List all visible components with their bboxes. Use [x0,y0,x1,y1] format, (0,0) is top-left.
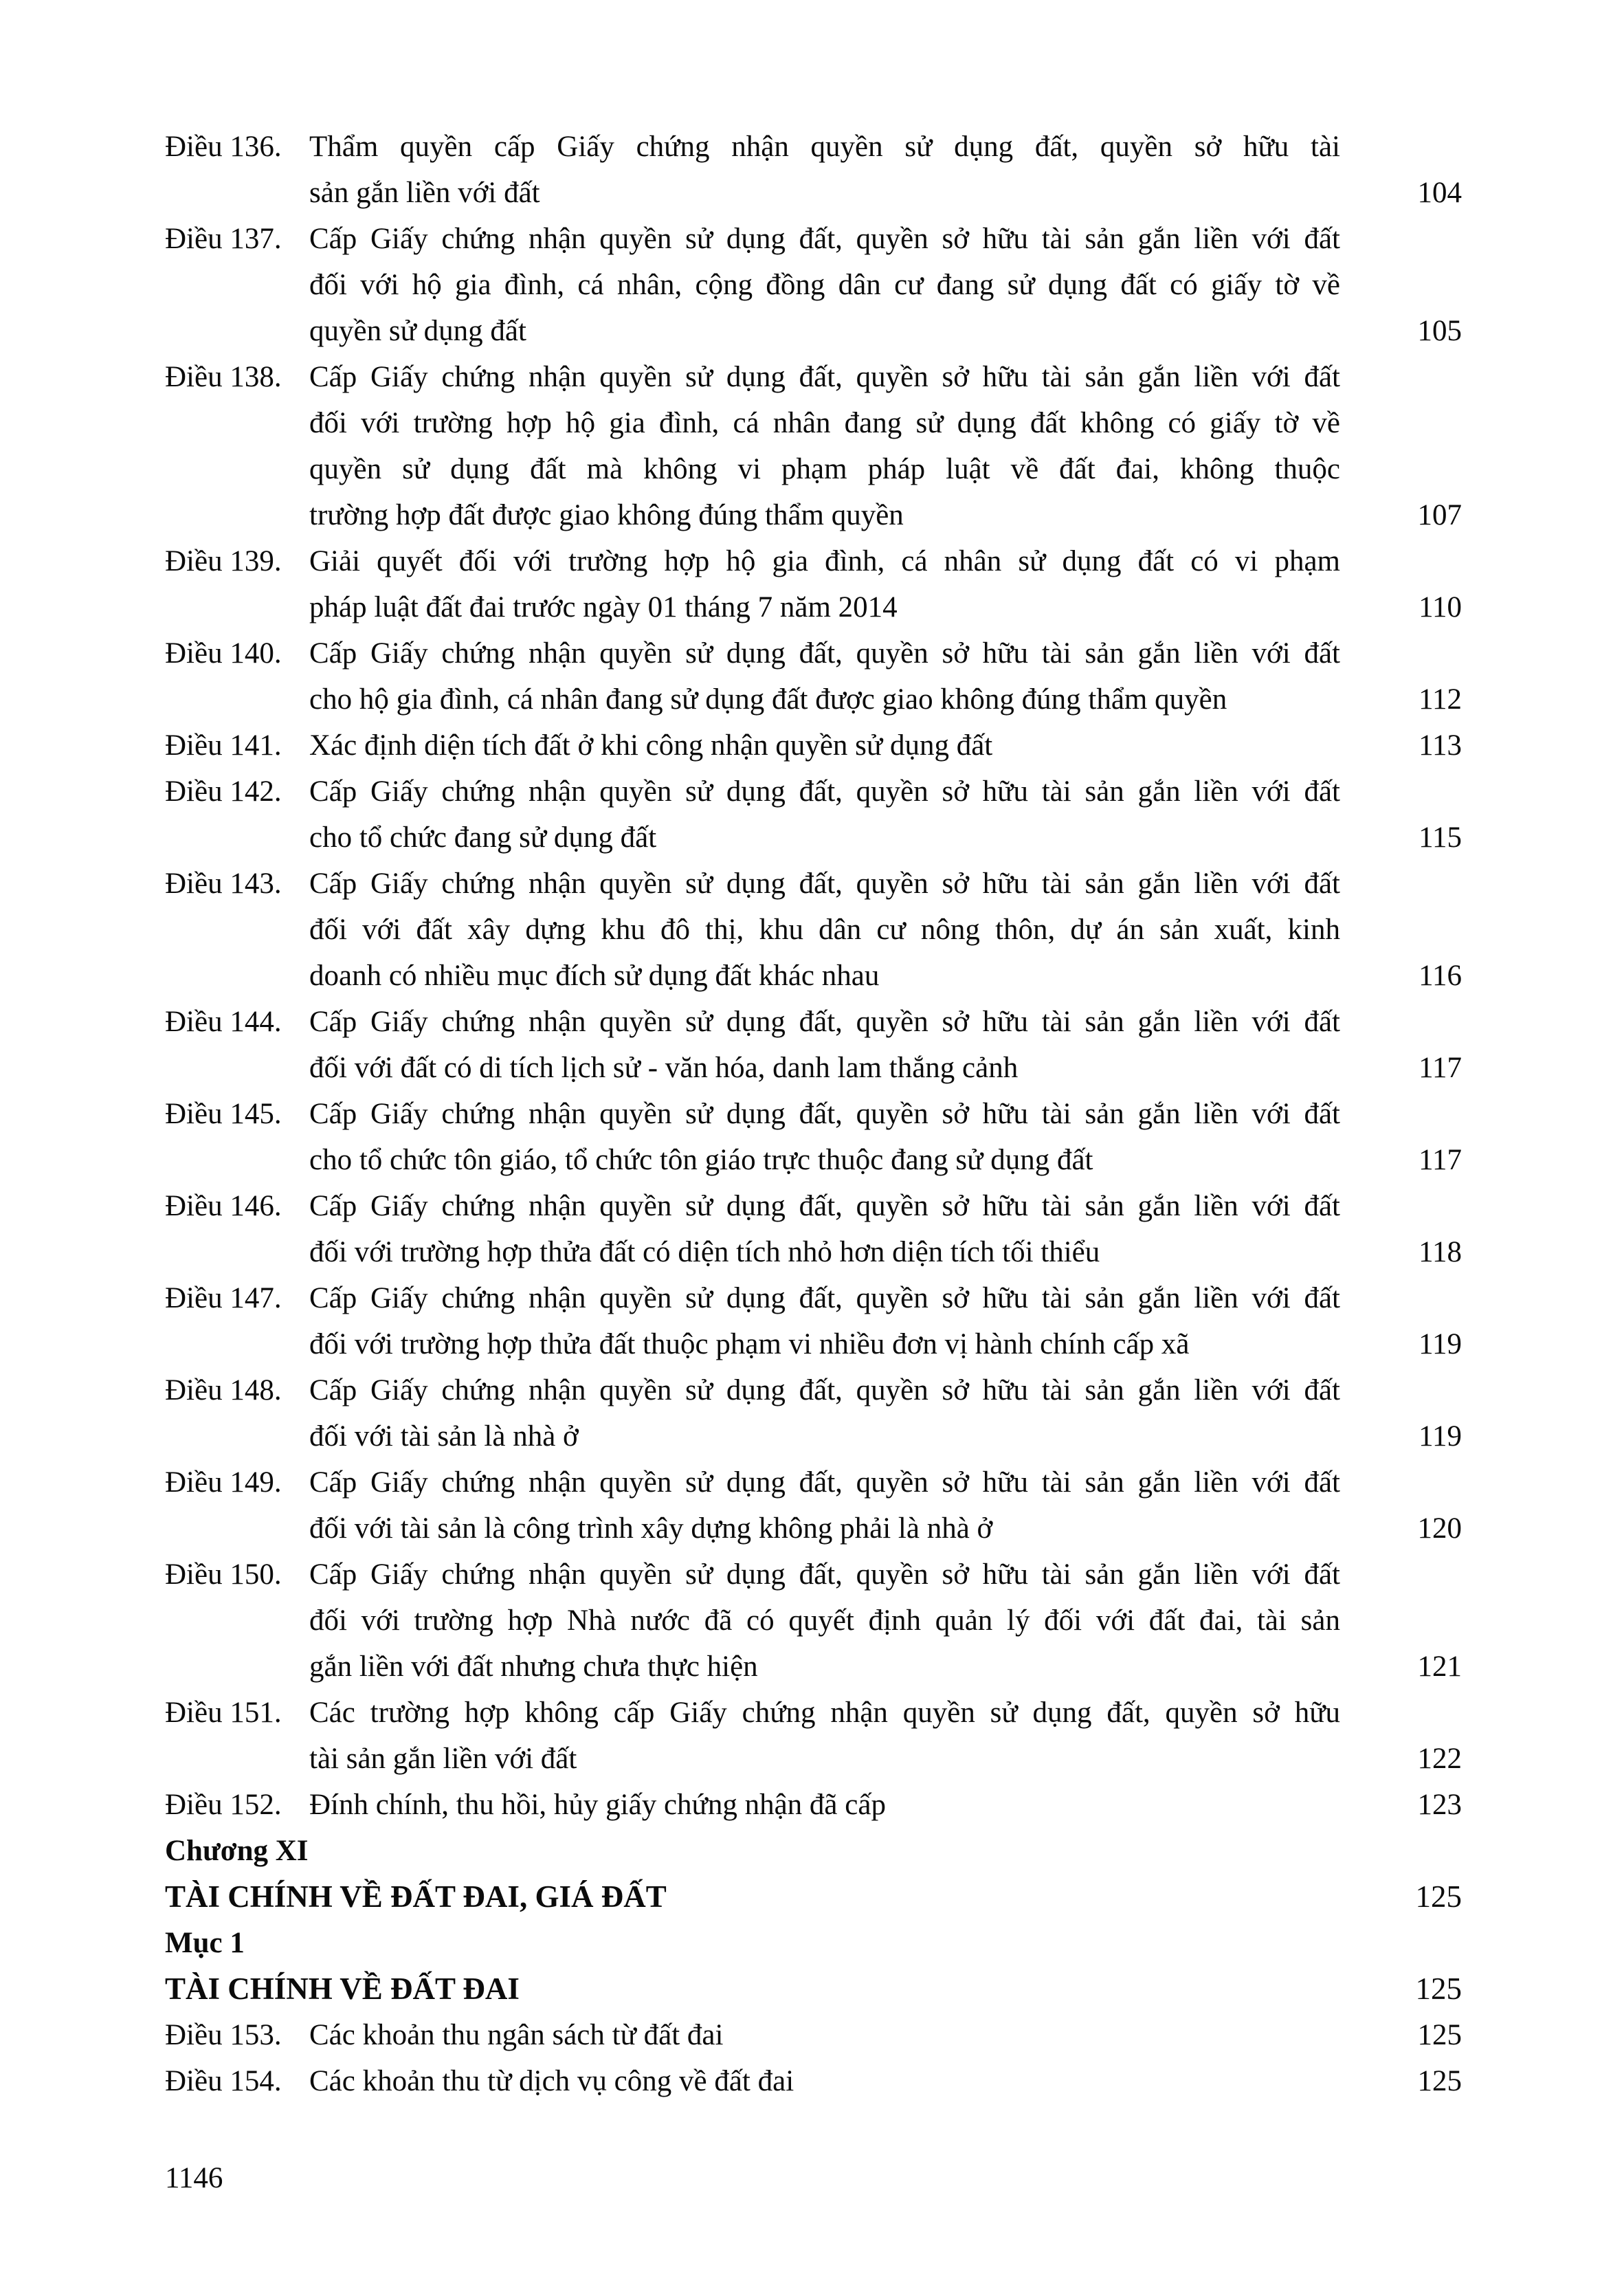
toc-entry-line: tài sản gắn liền với đất [309,1743,577,1775]
toc-entry-text [309,1552,1340,1690]
toc-entry-text [309,1367,1340,1459]
toc-entry-label: Điều 138. [165,361,282,393]
toc-entry-line: đối với trường hợp hộ gia đình, cá nhân đang sử dụng đất không có giấy tờ về [309,407,1340,439]
toc-entry-page-number: 125 [1415,1879,1462,1914]
toc-entry-line: Các khoản thu từ dịch vụ công về đất đai [309,2065,794,2097]
toc-entry-line: đối với đất xây dựng khu đô thị, khu dân cư nông thôn, dự án sản xuất, kinh [309,914,1340,946]
toc-entry-line: Các khoản thu ngân sách từ đất đai [309,2019,724,2051]
toc-entry-label: Điều 143. [165,868,282,900]
toc-entry [165,1459,1462,1552]
toc-entry-label: Điều 144. [165,1006,282,1038]
toc-entry-page-number: 117 [1419,1144,1462,1176]
toc-heading-text: Mục 1 [165,1927,245,1959]
toc-entry-page-number: 119 [1419,1328,1462,1360]
toc-entry-page-number: 113 [1419,729,1462,762]
toc-entry-page-number: 125 [1415,1972,1462,2006]
toc-entry-line: Cấp Giấy chứng nhận quyền sử dụng đất, quyền sở hữu tài sản gắn liền với đất [309,775,1340,808]
toc-entry-label: Điều 148. [165,1374,282,1406]
toc-entry-line: gắn liền với đất nhưng chưa thực hiện [309,1651,758,1683]
toc-entry [165,1367,1462,1459]
toc-entry-line: Cấp Giấy chứng nhận quyền sử dụng đất, quyền sở hữu tài sản gắn liền với đất [309,1190,1340,1222]
toc-entry-line: pháp luật đất đai trước ngày 01 tháng 7 năm 2014 [309,591,898,623]
toc-heading-text: TÀI CHÍNH VỀ ĐẤT ĐAI, GIÁ ĐẤT [165,1879,667,1914]
toc-entry-text [309,1091,1340,1183]
toc-entry-text [309,216,1340,354]
toc-entry [165,354,1462,538]
toc-entry-page-number: 110 [1419,591,1462,623]
toc-entry-line: Cấp Giấy chứng nhận quyền sử dụng đất, quyền sở hữu tài sản gắn liền với đất [309,223,1340,255]
toc-entry-line: đối với trường hợp thửa đất có diện tích nhỏ hơn diện tích tối thiểu [309,1236,1100,1268]
toc-entry-line: Cấp Giấy chứng nhận quyền sử dụng đất, quyền sở hữu tài sản gắn liền với đất [309,1558,1340,1591]
toc-entry-line: Cấp Giấy chứng nhận quyền sử dụng đất, quyền sở hữu tài sản gắn liền với đất [309,637,1340,670]
toc-entry [165,1091,1462,1183]
toc-entry-label: Điều 152. [165,1789,282,1821]
toc-entry-page-number: 123 [1417,1789,1462,1821]
toc-entry-line: Cấp Giấy chứng nhận quyền sử dụng đất, quyền sở hữu tài sản gắn liền với đất [309,1374,1340,1406]
toc-entry-line: đối với đất có di tích lịch sử - văn hóa, danh lam thắng cảnh [309,1052,1019,1084]
toc-entry [165,538,1462,630]
toc-heading-text: TÀI CHÍNH VỀ ĐẤT ĐAI [165,1972,520,2006]
toc-entry [165,722,1462,769]
toc-entry [165,769,1462,861]
toc-entry-label: Điều 136. [165,131,282,163]
toc-entry-page-number: 119 [1419,1420,1462,1453]
toc-entry-line: Xác định diện tích đất ở khi công nhận quyền sử dụng đất [309,729,993,762]
toc-entry [165,630,1462,722]
toc-entry-line: quyền sử dụng đất [309,315,526,347]
toc-entry-line: cho tổ chức tôn giáo, tổ chức tôn giáo trực thuộc đang sử dụng đất [309,1144,1093,1176]
toc-entry-page-number: 122 [1417,1743,1462,1775]
toc-entry [165,999,1462,1091]
toc-entry-label: Điều 137. [165,223,282,255]
toc-entry [165,1275,1462,1367]
toc-entry-line: quyền sử dụng đất mà không vi phạm pháp luật về đất đai, không thuộc [309,453,1340,485]
toc-section-title [165,1966,1462,2012]
toc-entry-line: đối với tài sản là nhà ở [309,1420,579,1453]
toc-entry-line: đối với tài sản là công trình xây dựng không phải là nhà ở [309,1512,993,1545]
toc-entry-page-number: 105 [1417,315,1462,347]
toc-entry-text [309,1275,1340,1367]
toc-entry-label: Điều 146. [165,1190,282,1222]
toc-entry [165,124,1462,216]
toc-entry-label: Điều 147. [165,1282,282,1314]
toc-entry-line: doanh có nhiều mục đích sử dụng đất khác nhau [309,960,880,992]
toc-entry-label: Điều 145. [165,1098,282,1130]
toc-entry-label: Điều 151. [165,1697,282,1729]
toc-chapter-title [165,1874,1462,1920]
toc-entry-line: đối với trường hợp thửa đất thuộc phạm vi nhiều đơn vị hành chính cấp xã [309,1328,1190,1360]
toc-entry-line: Cấp Giấy chứng nhận quyền sử dụng đất, quyền sở hữu tài sản gắn liền với đất [309,1006,1340,1038]
toc-entry-text [309,630,1340,722]
toc-entry [165,861,1462,999]
toc-entry-text [309,722,1340,769]
toc-entry [165,2058,1462,2104]
toc-entry-line: Cấp Giấy chứng nhận quyền sử dụng đất, quyền sở hữu tài sản gắn liền với đất [309,1466,1340,1499]
toc-entry [165,1183,1462,1275]
toc-entry-line: cho tổ chức đang sử dụng đất [309,821,657,854]
toc-entry-page-number: 116 [1419,960,1462,992]
toc-entry-line: trường hợp đất được giao không đúng thẩm quyền [309,499,904,531]
toc-heading-text: Chương XI [165,1835,309,1867]
toc-entry [165,216,1462,354]
toc-entry-text [309,2012,1340,2058]
toc-entry-text [309,1782,1340,1828]
toc-entry-line: Cấp Giấy chứng nhận quyền sử dụng đất, quyền sở hữu tài sản gắn liền với đất [309,1098,1340,1130]
toc-entry [165,1552,1462,1690]
toc-entry-line: Cấp Giấy chứng nhận quyền sử dụng đất, quyền sở hữu tài sản gắn liền với đất [309,1282,1340,1314]
toc-entry-text [309,124,1340,216]
toc-entry-label: Điều 141. [165,729,282,762]
toc-entry-text [309,354,1340,538]
toc-entry-text [309,2058,1340,2104]
toc-entry-page-number: 104 [1417,177,1462,209]
toc-entry-line: sản gắn liền với đất [309,177,540,209]
toc-entry-label: Điều 140. [165,637,282,670]
toc-entry-label: Điều 139. [165,545,282,577]
toc-entry-label: Điều 154. [165,2065,282,2097]
toc-entry-label: Điều 142. [165,775,282,808]
toc-entry-text [309,861,1340,999]
toc-entry-line: đối với trường hợp Nhà nước đã có quyết định quản lý đối với đất đai, tài sản [309,1604,1340,1637]
toc-entry-text [309,999,1340,1091]
toc-entry-line: Các trường hợp không cấp Giấy chứng nhận quyền sử dụng đất, quyền sở hữu [309,1697,1340,1729]
toc-entry-line: cho hộ gia đình, cá nhân đang sử dụng đất được giao không đúng thẩm quyền [309,683,1227,716]
toc-entry-page-number: 121 [1417,1651,1462,1683]
toc-entry-line: đối với hộ gia đình, cá nhân, cộng đồng dân cư đang sử dụng đất có giấy tờ về [309,269,1340,301]
toc-entry-text [309,1459,1340,1552]
toc-entry-page-number: 107 [1417,499,1462,531]
toc-entry [165,2012,1462,2058]
toc-entry-line: Cấp Giấy chứng nhận quyền sử dụng đất, quyền sở hữu tài sản gắn liền với đất [309,868,1340,900]
toc-entry-page-number: 112 [1419,683,1462,716]
toc-entry-text [309,1183,1340,1275]
toc-entry [165,1782,1462,1828]
toc-chapter-heading [165,1828,1462,1874]
toc-entry-page-number: 125 [1417,2019,1462,2051]
toc-entry-page-number: 118 [1419,1236,1462,1268]
page-number-footer: 1146 [165,2162,223,2194]
toc-entry-line: Đính chính, thu hồi, hủy giấy chứng nhận đã cấp [309,1789,886,1821]
toc-entry [165,1690,1462,1782]
toc-entry-text [309,538,1340,630]
toc-entry-line: Thẩm quyền cấp Giấy chứng nhận quyền sử dụng đất, quyền sở hữu tài [309,131,1340,163]
toc-entry-label: Điều 150. [165,1558,282,1591]
table-of-contents [165,124,1462,2104]
toc-entry-page-number: 115 [1419,821,1462,854]
toc-entry-line: Giải quyết đối với trường hợp hộ gia đình, cá nhân sử dụng đất có vi phạm [309,545,1340,577]
toc-entry-label: Điều 153. [165,2019,282,2051]
toc-entry-text [309,1690,1340,1782]
toc-entry-page-number: 117 [1419,1052,1462,1084]
toc-entry-line: Cấp Giấy chứng nhận quyền sử dụng đất, quyền sở hữu tài sản gắn liền với đất [309,361,1340,393]
toc-entry-page-number: 120 [1417,1512,1462,1545]
toc-entry-label: Điều 149. [165,1466,282,1499]
toc-entry-text [309,769,1340,861]
toc-entry-page-number: 125 [1417,2065,1462,2097]
toc-section-heading [165,1920,1462,1966]
